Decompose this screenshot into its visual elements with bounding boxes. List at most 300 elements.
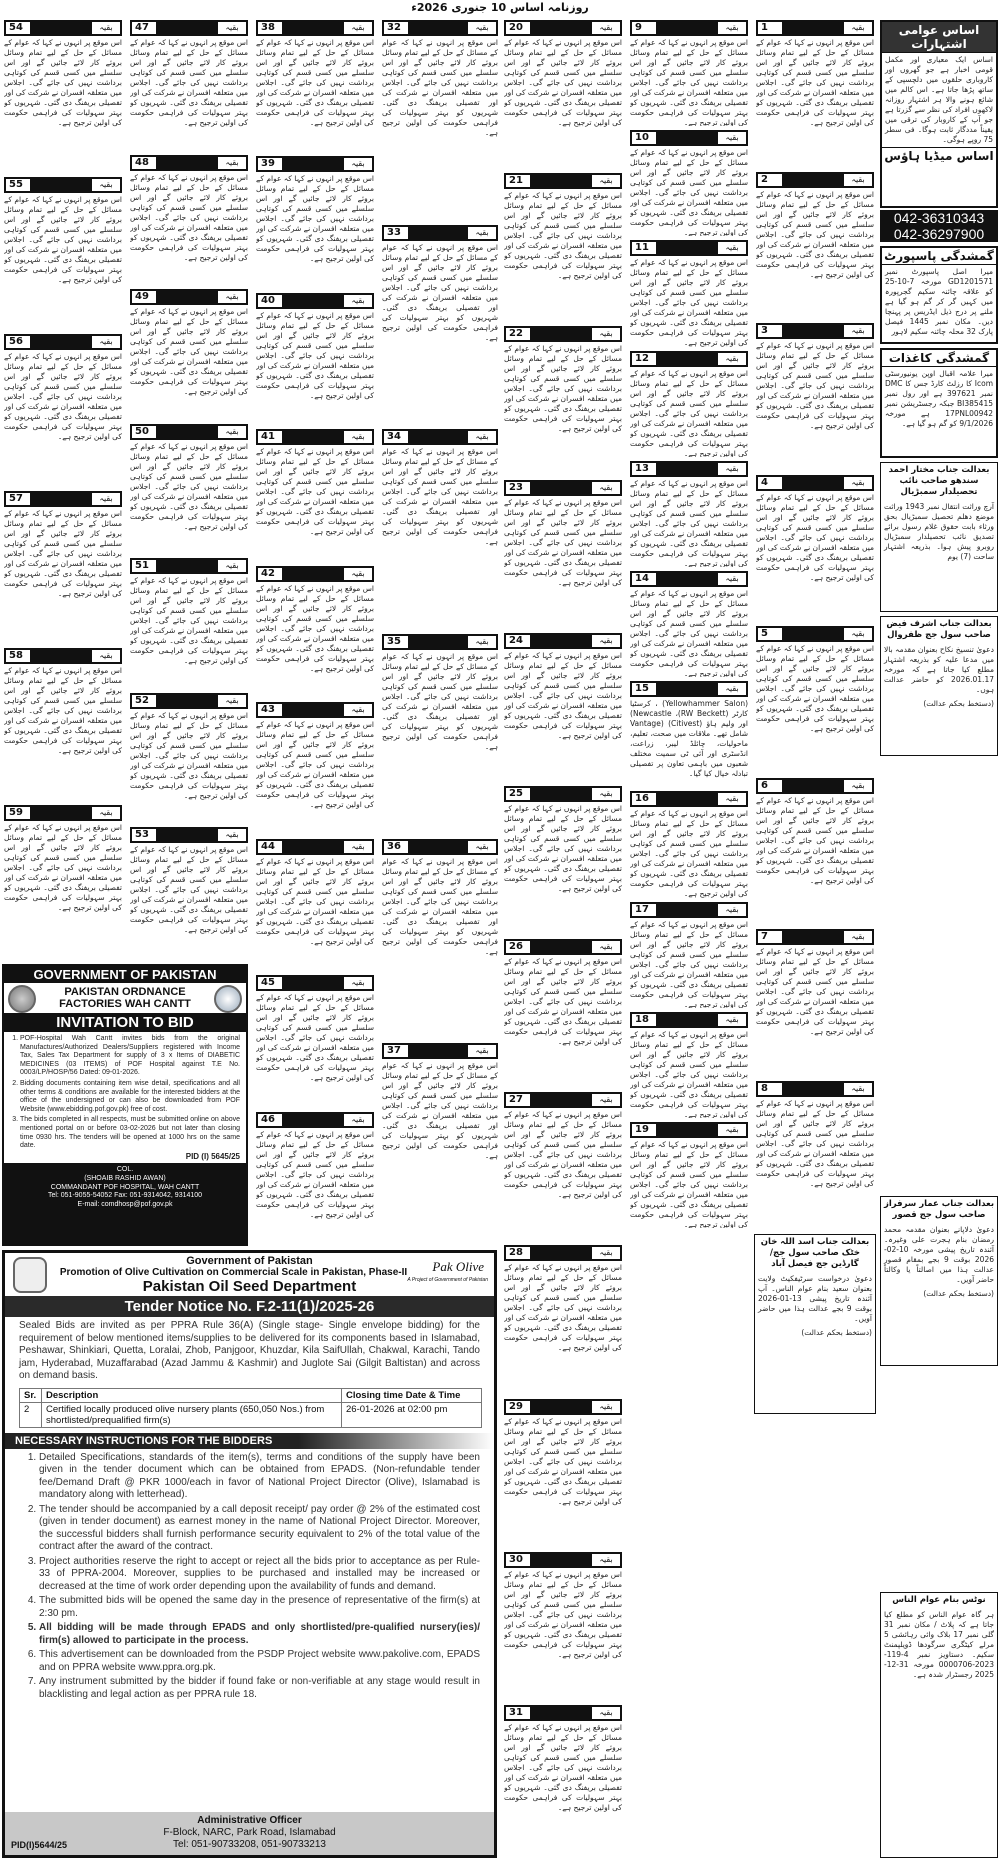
block-text: اس موقع پر انہوں نے کہا کہ عوام کے مسائل کے حل کے لیے تمام وسائل بروئے کار لائے جائیں گے اور اس سلسلے میں کسی قسم کی کوتاہی برداشت نہیں کی جائے گی۔ اجلاس میں متعلقہ افسران نے شرکت کی اور تفصیلی بریفنگ دی گئی۔ شہریوں کو بہتر سہولیات کی فراہمی حکومت کی اولین ترجیح ہے۔: [256, 856, 374, 946]
header-fill: [656, 573, 718, 585]
block-number: 17: [632, 904, 656, 916]
classified-block: [630, 1010, 748, 1118]
classified-block: [504, 1397, 622, 1548]
instruction-item: 7. Any instrument submitted by the bidder if found fake or non-verifiable at any stage would result in blacklisting and legal action as per PPRA rule 18.: [39, 1676, 480, 1701]
baqia-label: بقیہ: [718, 353, 746, 365]
block-number: 51: [132, 560, 156, 572]
baqia-label: بقیہ: [592, 1707, 620, 1719]
classified-block: [130, 825, 248, 958]
classified-block: [630, 349, 748, 457]
header-fill: [782, 1083, 844, 1095]
lost-passport-text: میرا اصل پاسپورٹ نمبر GD1201571 مورخہ 7-10-25 کو علاقہ چائنہ سکیم گجرپورہ میں کہیں گر کر گم ہو گیا ہے ملنے پر درج ذیل ایڈریس پر پہنچا دیں۔ مکان نمبر 1445 فیصل پارک 32 محلہ چائنہ سکیم لاہور: [885, 267, 993, 336]
text-column: [254, 18, 376, 1246]
block-header-bar: [382, 634, 498, 650]
header-fill: [656, 904, 718, 916]
classified-block: [630, 1120, 748, 1228]
block-header-bar: [630, 791, 748, 807]
block-header-bar: [756, 929, 874, 945]
lost-passport-title: گمشدگی پاسپورٹ: [882, 248, 996, 265]
block-text: اس موقع پر انہوں نے کہا کہ عوام کے مسائل کے حل کے لیے تمام وسائل بروئے کار لائے جائیں گے اور اس سلسلے میں کسی قسم کی کوتاہی برداشت نہیں کی جائے گی۔ اجلاس میں متعلقہ افسران نے شرکت کی اور تفصیلی بریفنگ دی گئی۔ شہریوں کو بہتر سہولیات کی فراہمی حکومت کی اولین ترجیح ہے۔: [130, 307, 248, 397]
court-title: بعدالت جناب عمار سرفراز صاحب سول جج قصور: [883, 1199, 995, 1220]
header-fill: [656, 1124, 718, 1136]
header-fill: [282, 977, 344, 989]
classified-block: [504, 1703, 622, 1854]
classified-block: [504, 478, 622, 629]
block-text: اس موقع پر انہوں نے کہا کہ عوام کے مسائل کے حل کے لیے تمام وسائل بروئے کار لائے جائیں گے اور اس سلسلے میں کسی قسم کی کوتاہی برداشت نہیں کی جائے گی۔ اجلاس میں متعلقہ افسران نے شرکت کی اور تفصیلی بریفنگ دی گئی۔ شہریوں کو بہتر سہولیات کی فراہمی حکومت کی اولین ترجیح ہے۔: [630, 1139, 748, 1229]
baqia-label: بقیہ: [468, 431, 496, 443]
baqia-label: بقیہ: [844, 22, 872, 34]
block-header-bar: [504, 786, 622, 802]
block-number: 58: [6, 650, 30, 662]
pof-seal-icon: [8, 985, 36, 1013]
block-header-bar: [130, 20, 248, 36]
header-fill: [782, 628, 844, 640]
block-number: 16: [632, 793, 656, 805]
classified-block: [130, 691, 248, 824]
baqia-label: بقیہ: [844, 174, 872, 186]
block-number: 50: [132, 426, 156, 438]
classified-block: [130, 556, 248, 689]
header-fill: [782, 780, 844, 792]
baqia-label: بقیہ: [718, 683, 746, 695]
header-fill: [156, 426, 218, 438]
block-text: اس موقع پر انہوں نے کہا کہ عوام کے مسائل کے حل کے لیے تمام وسائل بروئے کار لائے جائیں گے اور اس سلسلے میں کسی قسم کی کوتاہی برداشت نہیں کی جائے گی۔ اجلاس میں متعلقہ افسران نے شرکت کی اور تفصیلی بریفنگ دی گئی۔ شہریوں کو بہتر سہولیات کی فراہمی حکومت کی اولین ترجیح ہے۔: [756, 492, 874, 582]
awami-title: اساس عوامی اشتہارات: [882, 22, 996, 53]
block-number: 20: [506, 22, 530, 34]
classified-block: [256, 837, 374, 971]
block-text: اس موقع پر انہوں نے کہا کہ عوام کے مسائل کے حل کے لیے تمام وسائل بروئے کار لائے جائیں گے اور اس سلسلے میں کسی قسم کی کوتاہی برداشت نہیں کی جائے گی۔ اجلاس میں متعلقہ افسران نے شرکت کی اور تفصیلی بریفنگ دی گئی۔ شہریوں کو بہتر سہولیات کی فراہمی حکومت کی اولین ترجیح ہے۔: [382, 856, 498, 956]
header-fill: [530, 328, 592, 340]
instructions-title: NECESSARY INSTRUCTIONS FOR THE BIDDERS: [5, 1433, 494, 1449]
block-header-bar: [504, 633, 622, 649]
header-fill: [530, 635, 592, 647]
header-fill: [408, 22, 468, 34]
instruction-item: 6. This advertisement can be downloaded from the PSDP Project website www.pakolive.com, EPADS and on PPRA website www.ppra.org.pk.: [39, 1649, 480, 1674]
classified-block: [4, 803, 122, 958]
court-text: دعویٰ درخواست سرٹیفکیٹ ولایت بعنوان سعید بنام عوام الناس۔ آپ آئندہ تاریخ پیشی 13-01-2026 بوقت 9 بجے عدالت ہذا میں حاضر آویں۔: [758, 1274, 872, 1323]
text-column: [128, 18, 250, 960]
block-header-bar: [4, 805, 122, 821]
baqia-label: بقیہ: [844, 477, 872, 489]
pof-item: 2. Bidding documents containing item wise detail, specifications and all other terms & conditions are available for the interested bidders at the office of the undersigned or can also be downloaded from POF Website (www.ebidding.pof.gov.pk) free of cost.: [20, 1080, 240, 1114]
block-text: اس موقع پر انہوں نے کہا کہ عوام کے مسائل کے حل کے لیے تمام وسائل بروئے کار لائے جائیں گے اور اس سلسلے میں کسی قسم کی کوتاہی برداشت نہیں کی جائے گی۔ اجلاس میں متعلقہ افسران نے شرکت کی اور تفصیلی بریفنگ دی گئی۔ شہریوں کو بہتر سہولیات کی فراہمی حکومت کی اولین ترجیح ہے۔: [504, 1569, 622, 1659]
header-fill: [408, 841, 468, 853]
block-header-bar: [256, 702, 374, 718]
block-number: 13: [632, 463, 656, 475]
baqia-label: بقیہ: [218, 426, 246, 438]
header-fill: [782, 325, 844, 337]
block-text: اس موقع پر انہوں نے کہا کہ عوام کے مسائل کے حل کے لیے تمام وسائل بروئے کار لائے جائیں گے اور اس سلسلے میں کسی قسم کی کوتاہی برداشت نہیں کی جائے گی۔ اجلاس میں متعلقہ افسران نے شرکت کی اور تفصیلی بریفنگ دی گئی۔ شہریوں کو بہتر سہولیات کی فراہمی حکومت کی اولین ترجیح ہے۔: [382, 1061, 498, 1161]
header-fill: [530, 941, 592, 953]
header-fill: [30, 807, 92, 819]
tender-table: [19, 1388, 482, 1428]
classified-block: [256, 154, 374, 288]
pof-logo-icon: [214, 985, 242, 1013]
header-fill: [782, 22, 844, 34]
pof-sign-line: COL.: [116, 1166, 134, 1174]
block-text: اس موقع پر انہوں نے کہا کہ عوام کے مسائل کے حل کے لیے تمام وسائل بروئے کار لائے جائیں گے اور اس سلسلے میں کسی قسم کی کوتاہی برداشت نہیں کی جائے گی۔ اجلاس میں متعلقہ افسران نے شرکت کی اور تفصیلی بریفنگ دی گئی۔ شہریوں کو بہتر سہولیات کی فراہمی حکومت کی اولین ترجیح ہے۔: [630, 1029, 748, 1118]
pof-itb-title: INVITATION TO BID: [4, 1013, 246, 1032]
court-title: بعدالت جناب مختار احمد سندھو صاحب نائب تحصیلدار سمبڑیال: [888, 465, 990, 497]
block-header-bar: [382, 1043, 498, 1059]
table-cell: Certified locally produced olive nursery plants (650,050 Nos.) from shortlisted/prequalified firm(s): [42, 1402, 342, 1427]
block-header-bar: [4, 20, 122, 36]
text-column: [628, 18, 750, 1230]
court-signature: (دستخط بحکم عدالت): [923, 1289, 994, 1298]
baqia-label: بقیہ: [92, 336, 120, 348]
header-fill: [782, 174, 844, 186]
block-number: 12: [632, 353, 656, 365]
block-header-bar: [756, 172, 874, 188]
block-text: اس موقع پر انہوں نے کہا کہ عوام کے مسائل کے حل کے لیے تمام وسائل بروئے کار لائے جائیں گے اور اس سلسلے میں کسی قسم کی کوتاہی برداشت نہیں کی جائے گی۔ اجلاس میں متعلقہ افسران نے شرکت کی اور تفصیلی بریفنگ دی گئی۔ شہریوں کو بہتر سہولیات کی فراہمی حکومت کی اولین ترجیح ہے۔: [256, 583, 374, 673]
header-fill: [282, 22, 344, 34]
block-text: اس موقع پر انہوں نے کہا کہ عوام کے مسائل کے حل کے لیے تمام وسائل بروئے کار لائے جائیں گے اور اس سلسلے میں کسی قسم کی کوتاہی برداشت نہیں کی جائے گی۔ اجلاس میں متعلقہ افسران نے شرکت کی اور تفصیلی بریفنگ دی گئی۔ شہریوں کو بہتر سہولیات کی فراہمی حکومت کی اولین ترجیح ہے۔: [504, 803, 622, 893]
block-number: 59: [6, 807, 30, 819]
header-fill: [30, 179, 92, 191]
block-header-bar: [130, 155, 248, 171]
pof-sign-line: Tel: 051-9055-54052 Fax: 051-9314042, 9314100: [47, 1192, 203, 1200]
instruction-item: 2. The tender should be accompanied by a call deposit receipt/ pay order @ 2% of the estimated cost (given in tender document) as earnest money in the name of National Project Director. Moreover, the successful bidders shall furnish performance security equivalent to 2% of the total value of the contract after the award of the contract.: [39, 1504, 480, 1554]
instruction-item: 1. Detailed Specifications, standards of the item(s), terms and conditions of the supply have been given in the tender document which can be obtained from EPADS. (Non-refundable tender fee/Demand Draft @ PKR 1000/each in favor of National Project Director (Olive), Islamabad is mandatory along with letterhead).: [39, 1452, 480, 1502]
classified-block: [382, 1041, 498, 1244]
court-notice: [880, 616, 998, 756]
block-number: 49: [132, 291, 156, 303]
media-house-title: اساس میڈیا ہاؤس: [882, 147, 996, 163]
classified-block: [756, 1079, 874, 1229]
header-fill: [282, 431, 344, 443]
block-header-bar: [504, 1092, 622, 1108]
header-fill: [530, 482, 592, 494]
table-header: Sr.: [20, 1388, 42, 1402]
block-text: اس موقع پر انہوں نے کہا کہ عوام کے مسائل کے حل کے لیے تمام وسائل بروئے کار لائے جائیں گے اور اس سلسلے میں کسی قسم کی کوتاہی برداشت نہیں کی جائے گی۔ اجلاس میں متعلقہ افسران نے شرکت کی اور تفصیلی بریفنگ دی گئی۔ شہریوں کو بہتر سہولیات کی فراہمی حکومت کی اولین ترجیح ہے۔: [756, 189, 874, 279]
classified-block: [4, 489, 122, 644]
phone-number: 042-36297900: [880, 226, 998, 242]
text-column: [502, 18, 624, 1856]
public-notice: [880, 1592, 998, 1858]
block-header-bar: [504, 480, 622, 496]
baqia-label: بقیہ: [218, 829, 246, 841]
block-text: اس موقع پر انہوں نے کہا کہ عوام کے مسائل کے حل کے لیے تمام وسائل بروئے کار لائے جائیں گے اور اس سلسلے میں کسی قسم کی کوتاہی برداشت نہیں کی جائے گی۔ اجلاس میں متعلقہ افسران نے شرکت کی اور تفصیلی بریفنگ دی گئی۔ شہریوں کو بہتر سہولیات کی فراہمی حکومت کی اولین ترجیح ہے۔: [504, 497, 622, 587]
block-number: 6: [758, 780, 782, 792]
block-number: 26: [506, 941, 530, 953]
block-number: 30: [506, 1554, 530, 1566]
block-number: 54: [6, 22, 30, 34]
header-fill: [282, 158, 344, 170]
block-text: اس موقع پر انہوں نے کہا کہ عوام کے مسائل کے حل کے لیے تمام وسائل بروئے کار لائے جائیں گے اور اس سلسلے میں کسی قسم کی کوتاہی برداشت نہیں کی جائے گی۔ اجلاس میں متعلقہ افسران نے شرکت کی اور تفصیلی بریفنگ دی گئی۔ شہریوں کو بہتر سہولیات کی فراہمی حکومت کی اولین ترجیح ہے۔: [130, 172, 248, 262]
baqia-label: بقیہ: [592, 1247, 620, 1259]
classified-block: [256, 427, 374, 561]
block-header-bar: [630, 681, 748, 697]
pof-invitation-to-bid-ad: [2, 964, 248, 1246]
block-header-bar: [504, 20, 622, 36]
classified-block: [630, 789, 748, 897]
block-text: (Yellowhammer Salon) ، کرسٹیا کارٹر (RW Beckett)، Newcastle) اور ولیم ہاؤ (Citivest) (Vantage شامل تھے۔ ملاقات میں صحت، تعلیم، ماحولیات، چائلڈ لیبر، زراعت، انڈسٹری اور آئی ٹی سمیت مختلف شعبوں میں باہمی تعاون پر تفصیلی تبادلہ خیال کیا گیا۔: [630, 699, 748, 779]
olive-promo: Promotion of Olive Cultivation on Commercial Scale in Pakistan, Phase-II: [59, 1267, 408, 1278]
classified-block: [130, 287, 248, 420]
header-fill: [282, 295, 344, 307]
block-header-bar: [504, 173, 622, 189]
table-header: Description: [42, 1388, 342, 1402]
classified-block: [130, 422, 248, 555]
header-fill: [408, 636, 468, 648]
block-header-bar: [130, 827, 248, 843]
header-fill: [656, 463, 718, 475]
classified-block: [630, 900, 748, 1008]
classified-block: [382, 427, 498, 630]
baqia-label: بقیہ: [218, 291, 246, 303]
phone-box: [880, 210, 998, 242]
block-header-bar: [4, 334, 122, 350]
header-fill: [282, 1114, 344, 1126]
header-fill: [656, 1014, 718, 1026]
block-number: 53: [132, 829, 156, 841]
block-header-bar: [756, 323, 874, 339]
instruction-item: 4. The submitted bids will be opened the same day in the presence of representative of the firm(s) at 2:30 pm.: [39, 1595, 480, 1620]
table-header: Closing time Date & Time: [342, 1388, 482, 1402]
block-number: 8: [758, 1083, 782, 1095]
pak-olive-tagline: A Project of Government of Pakistan: [407, 1277, 488, 1283]
block-header-bar: [756, 475, 874, 491]
tender-intro: Sealed Bids are invited as per PPRA Rule 36(A) (Single stage- Single envelope bidding) for the requirement of below mentioned items/supplies to be delivered for its components based in Islamabad, Peshawar, Shinkiari, Quetta, Loralai, Zhob, Panjgoor, Khuzdar, Kila SaifUllah, Chakwal, Karachi, Tando jam, Hyderabad, Muzaffarabad (Azad Jammu & Kashmir) and Juglote Sai (Gilgit Baltistan) and across on demand basis.: [19, 1320, 480, 1381]
classified-block: [504, 1243, 622, 1394]
block-number: 22: [506, 328, 530, 340]
block-header-bar: [630, 240, 748, 256]
header-fill: [656, 793, 718, 805]
text-column: [2, 18, 124, 960]
block-number: 18: [632, 1014, 656, 1026]
gop-emblem-icon: [13, 1257, 47, 1293]
baqia-label: بقیہ: [344, 568, 372, 580]
header-fill: [30, 336, 92, 348]
pak-olive-logo: Pak Olive: [432, 1259, 484, 1274]
olive-dept: Pakistan Oil Seed Department: [142, 1278, 357, 1295]
classified-block: [504, 1550, 622, 1701]
baqia-label: بقیہ: [344, 22, 372, 34]
baqia-label: بقیہ: [344, 841, 372, 853]
classified-block: [382, 18, 498, 221]
classified-block: [4, 18, 122, 173]
block-number: 46: [258, 1114, 282, 1126]
baqia-label: بقیہ: [592, 1401, 620, 1413]
classified-block: [256, 973, 374, 1107]
awami-text: اساس ایک معیاری اور مکمل قومی اخبار ہے جو گھروں اور کاروباری حلقوں میں دلچسپی کے ساتھ پڑھا جاتا ہے۔ اس کالم میں شائع ہونے والا ہر اشتہار روزانہ لاکھوں افراد کی نظر سے گزرتا ہے جو آپ کے کاروبار کی ترقی میں یقیناً مددگار ثابت ہوگا۔ فی سطر 75 روپے ہوگی۔: [885, 55, 993, 144]
block-header-bar: [756, 778, 874, 794]
block-header-bar: [256, 293, 374, 309]
classified-block: [382, 837, 498, 1040]
header-fill: [408, 1045, 468, 1057]
block-header-bar: [504, 326, 622, 342]
block-header-bar: [256, 1112, 374, 1128]
baqia-label: بقیہ: [718, 1014, 746, 1026]
classified-block: [756, 927, 874, 1077]
classified-block: [756, 321, 874, 471]
header-fill: [530, 1094, 592, 1106]
block-text: اس موقع پر انہوں نے کہا کہ عوام کے مسائل کے حل کے لیے تمام وسائل بروئے کار لائے جائیں گے اور اس سلسلے میں کسی قسم کی کوتاہی برداشت نہیں کی جائے گی۔ اجلاس میں متعلقہ افسران نے شرکت کی اور تفصیلی بریفنگ دی گئی۔ شہریوں کو بہتر سہولیات کی فراہمی حکومت کی اولین ترجیح ہے۔: [630, 588, 748, 678]
block-header-bar: [504, 1399, 622, 1415]
block-number: 11: [632, 242, 656, 254]
classified-block: [756, 624, 874, 774]
block-text: اس موقع پر انہوں نے کہا کہ عوام کے مسائل کے حل کے لیے تمام وسائل بروئے کار لائے جائیں گے اور اس سلسلے میں کسی قسم کی کوتاہی برداشت نہیں کی جائے گی۔ اجلاس میں متعلقہ افسران نے شرکت کی اور تفصیلی بریفنگ دی گئی۔ شہریوں کو بہتر سہولیات کی فراہمی حکومت کی اولین ترجیح ہے۔: [756, 1098, 874, 1188]
block-text: اس موقع پر انہوں نے کہا کہ عوام کے مسائل کے حل کے لیے تمام وسائل بروئے کار لائے جائیں گے اور اس سلسلے میں کسی قسم کی کوتاہی برداشت نہیں کی جائے گی۔ اجلاس میں متعلقہ افسران نے شرکت کی اور تفصیلی بریفنگ دی گئی۔ شہریوں کو بہتر سہولیات کی فراہمی حکومت کی اولین ترجیح ہے۔: [756, 795, 874, 885]
block-number: 29: [506, 1401, 530, 1413]
header-fill: [282, 704, 344, 716]
block-text: اس موقع پر انہوں نے کہا کہ عوام کے مسائل کے حل کے لیے تمام وسائل بروئے کار لائے جائیں گے اور اس سلسلے میں کسی قسم کی کوتاہی برداشت نہیں کی جائے گی۔ اجلاس میں متعلقہ افسران نے شرکت کی اور تفصیلی بریفنگ دی گئی۔ شہریوں کو بہتر سہولیات کی فراہمی حکومت کی اولین ترجیح ہے۔: [130, 710, 248, 800]
header-fill: [656, 242, 718, 254]
lost-passport-ad: [880, 246, 998, 344]
block-text: اس موقع پر انہوں نے کہا کہ عوام کے مسائل کے حل کے لیے تمام وسائل بروئے کار لائے جائیں گے اور اس سلسلے میں کسی قسم کی کوتاہی برداشت نہیں کی جائے گی۔ اجلاس میں متعلقہ افسران نے شرکت کی اور تفصیلی بریفنگ دی گئی۔ شہریوں کو بہتر سہولیات کی فراہمی حکومت کی اولین ترجیح ہے۔: [630, 368, 748, 457]
court-notice: [880, 462, 998, 612]
baqia-label: بقیہ: [344, 1114, 372, 1126]
block-text: اس موقع پر انہوں نے کہا کہ عوام کے مسائل کے حل کے لیے تمام وسائل بروئے کار لائے جائیں گے اور اس سلسلے میں کسی قسم کی کوتاہی برداشت نہیں کی جائے گی۔ اجلاس میں متعلقہ افسران نے شرکت کی اور تفصیلی بریفنگ دی گئی۔ شہریوں کو بہتر سہولیات کی فراہمی حکومت کی اولین ترجیح ہے۔: [630, 478, 748, 567]
header-fill: [156, 157, 218, 169]
court-signature: (دستخط بحکم عدالت): [923, 699, 994, 708]
block-number: 21: [506, 175, 530, 187]
block-number: 57: [6, 493, 30, 505]
block-header-bar: [630, 351, 748, 367]
baqia-label: بقیہ: [344, 158, 372, 170]
classified-block: [504, 937, 622, 1088]
block-header-bar: [382, 429, 498, 445]
instruction-item: 5. All bidding will be made through EPADS and only shortlisted/pre-qualified nursery(ies)/ firm(s) allowed to participate in the process.: [39, 1622, 480, 1647]
block-number: 39: [258, 158, 282, 170]
notice-title: نوٹس بنام عوام الناس: [892, 1595, 986, 1605]
block-text: اس موقع پر انہوں نے کہا کہ عوام کے مسائل کے حل کے لیے تمام وسائل بروئے کار لائے جائیں گے اور اس سلسلے میں کسی قسم کی کوتاہی برداشت نہیں کی جائے گی۔ اجلاس میں متعلقہ افسران نے شرکت کی اور تفصیلی بریفنگ دی گئی۔ شہریوں کو بہتر سہولیات کی فراہمی حکومت کی اولین ترجیح ہے۔: [382, 652, 498, 752]
header-fill: [282, 841, 344, 853]
baqia-label: بقیہ: [592, 941, 620, 953]
header-fill: [30, 493, 92, 505]
classified-block: [130, 153, 248, 286]
classified-block: [256, 564, 374, 698]
block-number: 23: [506, 482, 530, 494]
baqia-label: بقیہ: [92, 493, 120, 505]
footer-line: F-Block, NARC, Park Road, Islamabad: [163, 1827, 336, 1838]
baqia-label: بقیہ: [844, 628, 872, 640]
block-text: اس موقع پر انہوں نے کہا کہ عوام کے مسائل کے حل کے لیے تمام وسائل بروئے کار لائے جائیں گے اور اس سلسلے میں کسی قسم کی کوتاہی برداشت نہیں کی جائے گی۔ اجلاس میں متعلقہ افسران نے شرکت کی اور تفصیلی بریفنگ دی گئی۔ شہریوں کو بہتر سہولیات کی فراہمی حکومت کی اولین ترجیح ہے۔: [256, 1129, 374, 1219]
block-text: اس موقع پر انہوں نے کہا کہ عوام کے مسائل کے حل کے لیے تمام وسائل بروئے کار لائے جائیں گے اور اس سلسلے میں کسی قسم کی کوتاہی برداشت نہیں کی جائے گی۔ اجلاس میں متعلقہ افسران نے شرکت کی اور تفصیلی بریفنگ دی گئی۔ شہریوں کو بہتر سہولیات کی فراہمی حکومت کی اولین ترجیح ہے۔: [4, 195, 122, 284]
baqia-label: بقیہ: [344, 704, 372, 716]
block-number: 56: [6, 336, 30, 348]
baqia-label: بقیہ: [718, 242, 746, 254]
header-fill: [408, 431, 468, 443]
pof-gov-title: GOVERNMENT OF PAKISTAN: [4, 966, 246, 983]
block-number: 55: [6, 179, 30, 191]
block-header-bar: [504, 1705, 622, 1721]
header-fill: [782, 931, 844, 943]
baqia-label: بقیہ: [592, 635, 620, 647]
header-fill: [408, 227, 468, 239]
block-number: 15: [632, 683, 656, 695]
header-fill: [530, 1247, 592, 1259]
header-fill: [156, 829, 218, 841]
pof-sign-line: (SHOAIB RASHID AWAN): [84, 1174, 166, 1182]
block-number: 48: [132, 157, 156, 169]
block-header-bar: [630, 902, 748, 918]
block-number: 24: [506, 635, 530, 647]
block-header-bar: [256, 975, 374, 991]
lost-documents-title: گمشدگی کاغذات: [882, 350, 996, 367]
header-fill: [530, 1707, 592, 1719]
block-text: اس موقع پر انہوں نے کہا کہ عوام کے مسائل کے حل کے لیے تمام وسائل بروئے کار لائے جائیں گے اور اس سلسلے میں کسی قسم کی کوتاہی برداشت نہیں کی جائے گی۔ اجلاس میں متعلقہ افسران نے شرکت کی اور تفصیلی بریفنگ دی گئی۔ شہریوں کو بہتر سہولیات کی فراہمی حکومت کی اولین ترجیح ہے۔: [4, 666, 122, 755]
classified-block: [256, 18, 374, 152]
block-text: اس موقع پر انہوں نے کہا کہ عوام کے مسائل کے حل کے لیے تمام وسائل بروئے کار لائے جائیں گے اور اس سلسلے میں کسی قسم کی کوتاہی برداشت نہیں کی جائے گی۔ اجلاس میں متعلقہ افسران نے شرکت کی اور تفصیلی بریفنگ دی گئی۔ شہریوں کو بہتر سہولیات کی فراہمی حکومت کی اولین ترجیح ہے۔: [4, 823, 122, 912]
block-number: 33: [384, 227, 408, 239]
block-header-bar: [382, 20, 498, 36]
header-fill: [156, 560, 218, 572]
block-text: اس موقع پر انہوں نے کہا کہ عوام کے مسائل کے حل کے لیے تمام وسائل بروئے کار لائے جائیں گے اور اس سلسلے میں کسی قسم کی کوتاہی برداشت نہیں کی جائے گی۔ اجلاس میں متعلقہ افسران نے شرکت کی اور تفصیلی بریفنگ دی گئی۔ شہریوں کو بہتر سہولیات کی فراہمی حکومت کی اولین ترجیح ہے۔: [504, 1110, 622, 1200]
tender-notice-number: Tender Notice No. F.2-11(1)/2025-26: [5, 1296, 494, 1317]
lost-documents-text: میرا علامہ اقبال اوپن یونیورسٹی Icom کا رزلٹ کارڈ جس کا DMC نمبر 397621 ہے اور رول نمبر BI385415 جبکہ رجسٹریشن نمبر 17PNL00942 ہے مورخہ 9/1/2026 کو گم ہو گیا ہے۔: [885, 369, 993, 428]
block-header-bar: [256, 566, 374, 582]
block-text: اس موقع پر انہوں نے کہا کہ عوام کے مسائل کے حل کے لیے تمام وسائل بروئے کار لائے جائیں گے اور اس سلسلے میں کسی قسم کی کوتاہی برداشت نہیں کی جائے گی۔ اجلاس میں متعلقہ افسران نے شرکت کی اور تفصیلی بریفنگ دی گئی۔ شہریوں کو بہتر سہولیات کی فراہمی حکومت کی اولین ترجیح ہے۔: [504, 957, 622, 1047]
baqia-label: بقیہ: [592, 328, 620, 340]
block-number: 25: [506, 788, 530, 800]
pof-item: 3. The bids completed in all respects, must be submitted online on above mentioned portal on or before 03-02-2026 but not later than closing time 0930 hrs. The tenders will be opened at 1000 hrs on the same date.: [20, 1116, 240, 1150]
block-header-bar: [630, 20, 748, 36]
phone-number: 042-36310343: [880, 210, 998, 226]
block-number: 10: [632, 132, 656, 144]
court-signature: (دستخط بحکم عدالت): [801, 1328, 872, 1337]
court-text: دعویٰ تنسیخ نکاح بعنوان مقدمہ بالا میں مدعا علیہ کو بذریعہ اشتہار مطلع کیا جاتا ہے کہ مورخہ 2026.01.17 کو حاضر عدالت ہوں۔: [884, 645, 994, 694]
block-text: اس موقع پر انہوں نے کہا کہ عوام کے مسائل کے حل کے لیے تمام وسائل بروئے کار لائے جائیں گے اور اس سلسلے میں کسی قسم کی کوتاہی برداشت نہیں کی جائے گی۔ اجلاس میں متعلقہ افسران نے شرکت کی اور تفصیلی بریفنگ دی گئی۔ شہریوں کو بہتر سہولیات کی فراہمی حکومت کی اولین ترجیح ہے۔: [256, 310, 374, 400]
classified-block: [256, 1110, 374, 1244]
block-text: اس موقع پر انہوں نے کہا کہ عوام کے مسائل کے حل کے لیے تمام وسائل بروئے کار لائے جائیں گے اور اس سلسلے میں کسی قسم کی کوتاہی برداشت نہیں کی جائے گی۔ اجلاس میں متعلقہ افسران نے شرکت کی اور تفصیلی بریفنگ دی گئی۔ شہریوں کو بہتر سہولیات کی فراہمی حکومت کی اولین ترجیح ہے۔: [256, 993, 374, 1083]
block-text: اس موقع پر انہوں نے کہا کہ عوام کے مسائل کے حل کے لیے تمام وسائل بروئے کار لائے جائیں گے اور اس سلسلے میں کسی قسم کی کوتاہی برداشت نہیں کی جائے گی۔ اجلاس میں متعلقہ افسران نے شرکت کی اور تفصیلی بریفنگ دی گئی۔ شہریوں کو بہتر سہولیات کی فراہمی حکومت کی اولین ترجیح ہے۔: [4, 509, 122, 598]
pof-name: PAKISTAN ORDNANCE FACTORIES WAH CANTT: [59, 986, 191, 1010]
baqia-label: بقیہ: [344, 295, 372, 307]
baqia-label: بقیہ: [468, 636, 496, 648]
block-text: اس موقع پر انہوں نے کہا کہ عوام کے مسائل کے حل کے لیے تمام وسائل بروئے کار لائے جائیں گے اور اس سلسلے میں کسی قسم کی کوتاہی برداشت نہیں کی جائے گی۔ اجلاس میں متعلقہ افسران نے شرکت کی اور تفصیلی بریفنگ دی گئی۔ شہریوں کو بہتر سہولیات کی فراہمی حکومت کی اولین ترجیح ہے۔: [756, 644, 874, 733]
olive-footer: [5, 1812, 494, 1855]
baqia-label: بقیہ: [92, 650, 120, 662]
block-text: اس موقع پر انہوں نے کہا کہ عوام کے مسائل کے حل کے لیے تمام وسائل بروئے کار لائے جائیں گے اور اس سلسلے میں کسی قسم کی کوتاہی برداشت نہیں کی جائے گی۔ اجلاس میں متعلقہ افسران نے شرکت کی اور تفصیلی بریفنگ دی گئی۔ شہریوں کو بہتر سہولیات کی فراہمی حکومت کی اولین ترجیح ہے۔: [504, 191, 622, 281]
block-text: اس موقع پر انہوں نے کہا کہ عوام کے مسائل کے حل کے لیے تمام وسائل بروئے کار لائے جائیں گے اور اس سلسلے میں کسی قسم کی کوتاہی برداشت نہیں کی جائے گی۔ اجلاس میں متعلقہ افسران نے شرکت کی اور تفصیلی بریفنگ دی گئی۔ شہریوں کو بہتر سہولیات کی فراہمی حکومت کی اولین ترجیح ہے۔: [504, 1722, 622, 1812]
block-number: 40: [258, 295, 282, 307]
block-header-bar: [4, 177, 122, 193]
baqia-label: بقیہ: [92, 179, 120, 191]
classified-block: [630, 679, 748, 787]
notice-text: ہر گاہ عوام الناس کو مطلع کیا جاتا ہے کہ پلاٹ / مکان نمبر 31 گلی نمبر 17 بلاک وائی رہائشی 5 مرلے کیٹگری سرگودھا ڈویلپمنٹ سکیم۔ دستاویز نمبر 4-119-2023-0000706 مورخہ 31-12-2025 رجسٹرار شدہ ہے۔: [884, 1610, 994, 1679]
block-header-bar: [382, 839, 498, 855]
block-header-bar: [130, 558, 248, 574]
instruction-item: 3. Project authorities reserve the right to accept or reject all the bids prior to acceptance as per Rule-33 of PPRA-2004. Moreover, supplies to be purchased and installed may be increased or decreased at the time of work order depending upon the availability of funds and demand.: [39, 1556, 480, 1594]
block-text: اس موقع پر انہوں نے کہا کہ عوام کے مسائل کے حل کے لیے تمام وسائل بروئے کار لائے جائیں گے اور اس سلسلے میں کسی قسم کی کوتاہی برداشت نہیں کی جائے گی۔ اجلاس میں متعلقہ افسران نے شرکت کی اور تفصیلی بریفنگ دی گئی۔ شہریوں کو بہتر سہولیات کی فراہمی حکومت کی اولین ترجیح ہے۔: [630, 148, 748, 237]
baqia-label: بقیہ: [468, 1045, 496, 1057]
block-text: اس موقع پر انہوں نے کہا کہ عوام کے مسائل کے حل کے لیے تمام وسائل بروئے کار لائے جائیں گے اور اس سلسلے میں کسی قسم کی کوتاہی برداشت نہیں کی جائے گی۔ اجلاس میں متعلقہ افسران نے شرکت کی اور تفصیلی بریفنگ دی گئی۔ شہریوں کو بہتر سہولیات کی فراہمی حکومت کی اولین ترجیح ہے۔: [630, 258, 748, 347]
block-number: 42: [258, 568, 282, 580]
header-fill: [656, 22, 718, 34]
masthead-date: روزنامہ اساس 10 جنوری 2026ء: [411, 1, 589, 14]
block-number: 44: [258, 841, 282, 853]
court-text: دعویٰ دلاپانے بعنوان مقدمہ محمد رمضان بنام ہجرت علی وغیرہ۔ آئندہ تاریخ پیشی مورخہ 10-02-2026 بوقت 9 بجے بمقام قصور عدالت ہذا میں اصالتاً یا وکالتاً حاضر آویں۔: [884, 1225, 994, 1284]
classified-block: [382, 223, 498, 426]
pof-signature-block: [4, 1163, 246, 1244]
header-fill: [530, 1554, 592, 1566]
block-text: اس موقع پر انہوں نے کہا کہ عوام کے مسائل کے حل کے لیے تمام وسائل بروئے کار لائے جائیں گے اور اس سلسلے میں کسی قسم کی کوتاہی برداشت نہیں کی جائے گی۔ اجلاس میں متعلقہ افسران نے شرکت کی اور تفصیلی بریفنگ دی گئی۔ شہریوں کو بہتر سہولیات کی فراہمی حکومت کی اولین ترجیح ہے۔: [756, 341, 874, 430]
block-text: اس موقع پر انہوں نے کہا کہ عوام کے مسائل کے حل کے لیے تمام وسائل بروئے کار لائے جائیں گے اور اس سلسلے میں کسی قسم کی کوتاہی برداشت نہیں کی جائے گی۔ اجلاس میں متعلقہ افسران نے شرکت کی اور تفصیلی بریفنگ دی گئی۔ شہریوں کو بہتر سہولیات کی فراہمی حکومت کی اولین ترجیح ہے۔: [130, 576, 248, 666]
classified-block: [756, 473, 874, 623]
block-number: 36: [384, 841, 408, 853]
block-header-bar: [256, 156, 374, 172]
block-text: اس موقع پر انہوں نے کہا کہ عوام کے مسائل کے حل کے لیے تمام وسائل بروئے کار لائے جائیں گے اور اس سلسلے میں کسی قسم کی کوتاہی برداشت نہیں کی جائے گی۔ اجلاس میں متعلقہ افسران نے شرکت کی اور تفصیلی بریفنگ دی گئی۔ شہریوں کو بہتر سہولیات کی فراہمی حکومت کی اولین ترجیح ہے۔: [256, 38, 374, 127]
block-number: 1: [758, 22, 782, 34]
header-fill: [30, 650, 92, 662]
baqia-label: بقیہ: [468, 22, 496, 34]
block-header-bar: [756, 20, 874, 36]
block-header-bar: [130, 424, 248, 440]
block-text: اس موقع پر انہوں نے کہا کہ عوام کے مسائل کے حل کے لیے تمام وسائل بروئے کار لائے جائیں گے اور اس سلسلے میں کسی قسم کی کوتاہی برداشت نہیں کی جائے گی۔ اجلاس میں متعلقہ افسران نے شرکت کی اور تفصیلی بریفنگ دی گئی۔ شہریوں کو بہتر سہولیات کی فراہمی حکومت کی اولین ترجیح ہے۔: [382, 447, 498, 547]
block-header-bar: [382, 225, 498, 241]
baqia-label: بقیہ: [592, 1094, 620, 1106]
